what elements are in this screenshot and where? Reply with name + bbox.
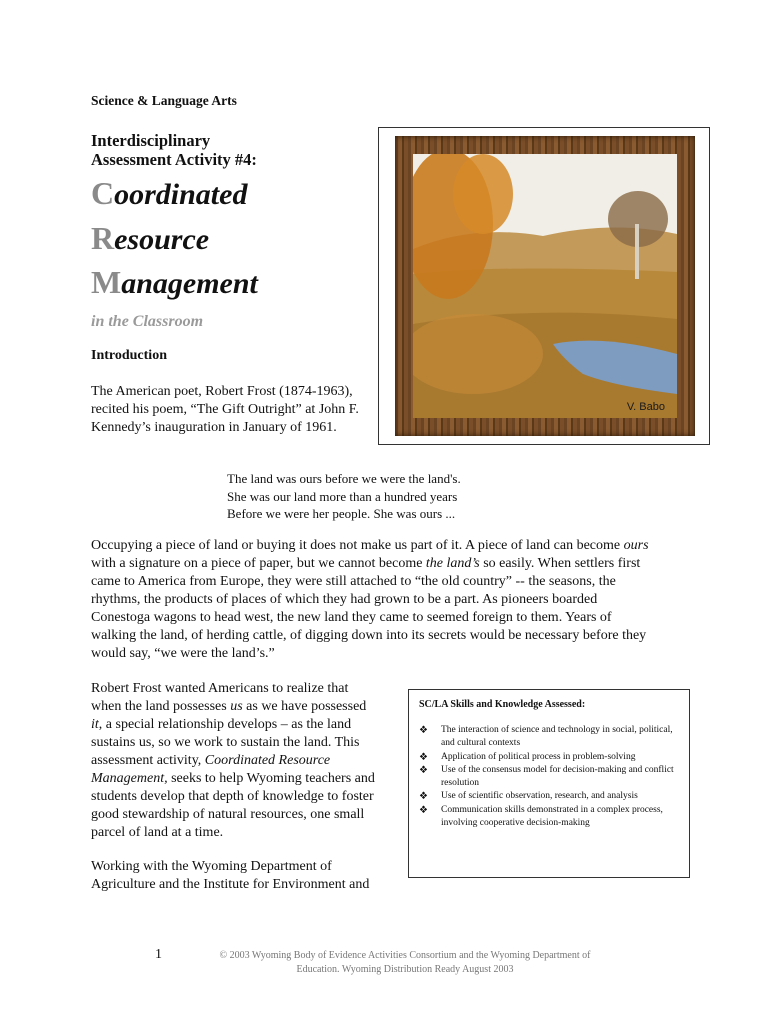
photo-credit: V. Babo: [626, 401, 665, 413]
diamond-bullet-icon: ❖: [419, 725, 428, 736]
diamond-bullet-icon: ❖: [419, 804, 428, 816]
footer-line-2: Education. Wyoming Distribution Ready August 2003: [296, 964, 514, 975]
title-initial-m: M: [91, 264, 122, 300]
list-item: ❖ Communication skills demonstrated in a complex process, involving cooperative decision-making: [419, 804, 663, 829]
landscape-photo-frame: [378, 127, 710, 445]
para2-text-2: with a signature on a piece of paper, but we cannot become: [91, 556, 426, 571]
list-item: ❖ Use of scientific observation, research, and analysis: [419, 791, 638, 803]
diamond-bullet-icon: ❖: [419, 751, 428, 763]
para3-text-1: Robert Frost wanted Americans to realize that when the land possesses: [91, 681, 349, 714]
body-paragraph-working: Working with the Wyoming Department of Agriculture and the Institute for Environment and: [91, 859, 370, 892]
footer-line-1: © 2003 Wyoming Body of Evidence Activities Consortium and the Wyoming Department of: [219, 950, 591, 961]
title-word-coordinated: [91, 175, 247, 212]
para3-text-4: seeks to help Wyoming teachers and students develop that depth of knowledge to foster good stewardship of natural resources, one small parcel of land at a time.: [91, 771, 375, 840]
para2-text-3: so easily. When settlers first came to America from Europe, they were still attached to “the old country” -- the seasons, the rhythms, the products of places of which they had grown to be a part. As pioneers boarded Conestoga wagons to head west, the new land they came to seemed foreign to them. Years of walking the land, of herding cattle, of digging down into its secrets would be necessary before they would say, “we were the land’s.”: [91, 556, 647, 661]
poem-line-1: The land was ours before we were the land's.: [227, 471, 461, 486]
para2-emphasis-lands: the land’s: [425, 556, 480, 571]
diamond-bullet-icon: ❖: [419, 791, 428, 803]
para3-emphasis-us: us: [230, 699, 243, 714]
para3-emphasis-activity: Coordinated Resource Management,: [91, 753, 331, 786]
title-rest-3: anagement: [121, 267, 258, 300]
title-rest-1: oordinated: [114, 178, 248, 211]
para3-emphasis-it: it: [91, 717, 99, 732]
poem-excerpt: [227, 470, 461, 523]
landscape-photo: [413, 154, 677, 418]
para2-emphasis-ours: ours: [623, 538, 649, 553]
activity-line-1: Interdisciplinary: [91, 131, 211, 150]
page-number: 1: [155, 947, 162, 962]
title-subtitle: in the Classroom: [91, 313, 204, 330]
para3-text-3: , a special relationship develops – as the land sustains us, so we work to sustain the land. This assessment activity,: [91, 717, 360, 768]
body-paragraph-settlers: [91, 537, 651, 663]
poem-line-2: She was our land more than a hundred years: [227, 488, 458, 504]
activity-line-2: Assessment Activity #4:: [91, 150, 257, 169]
title-initial-c: C: [91, 175, 115, 211]
list-item: ❖ The interaction of science and technology in social, political, and cultural contexts: [419, 725, 673, 749]
skills-title: SC/LA Skills and Knowledge Assessed:: [419, 699, 586, 710]
title-word-resource: [91, 220, 209, 257]
introduction-paragraph: The American poet, Robert Frost (1874-1963), recited his poem, “The Gift Outright” at John F. Kennedy’s inauguration in January of 1961.: [91, 384, 359, 435]
activity-heading: [91, 131, 257, 169]
body-paragraph-frost: [91, 680, 381, 842]
para3-text-2: as we have possessed: [242, 699, 367, 714]
poem-line-3: Before we were her people. She was ours ...: [227, 506, 456, 521]
title-rest-2: esource: [114, 223, 210, 256]
title-initial-r: R: [91, 220, 115, 256]
skills-list: [419, 724, 684, 830]
diamond-bullet-icon: ❖: [419, 764, 428, 776]
subject-heading: Science & Language Arts: [91, 93, 237, 108]
copyright-footer: [190, 949, 620, 977]
introduction-heading: Introduction: [91, 348, 167, 363]
para2-text-1: Occupying a piece of land or buying it does not make us part of it. A piece of land can become: [91, 538, 624, 553]
skills-box: [408, 689, 690, 878]
title-word-management: [91, 264, 258, 301]
wooden-frame: [395, 136, 695, 436]
list-item: ❖ Use of the consensus model for decision-making and conflict resolution: [419, 764, 674, 789]
list-item: ❖ Application of political process in problem-solving: [419, 751, 636, 763]
